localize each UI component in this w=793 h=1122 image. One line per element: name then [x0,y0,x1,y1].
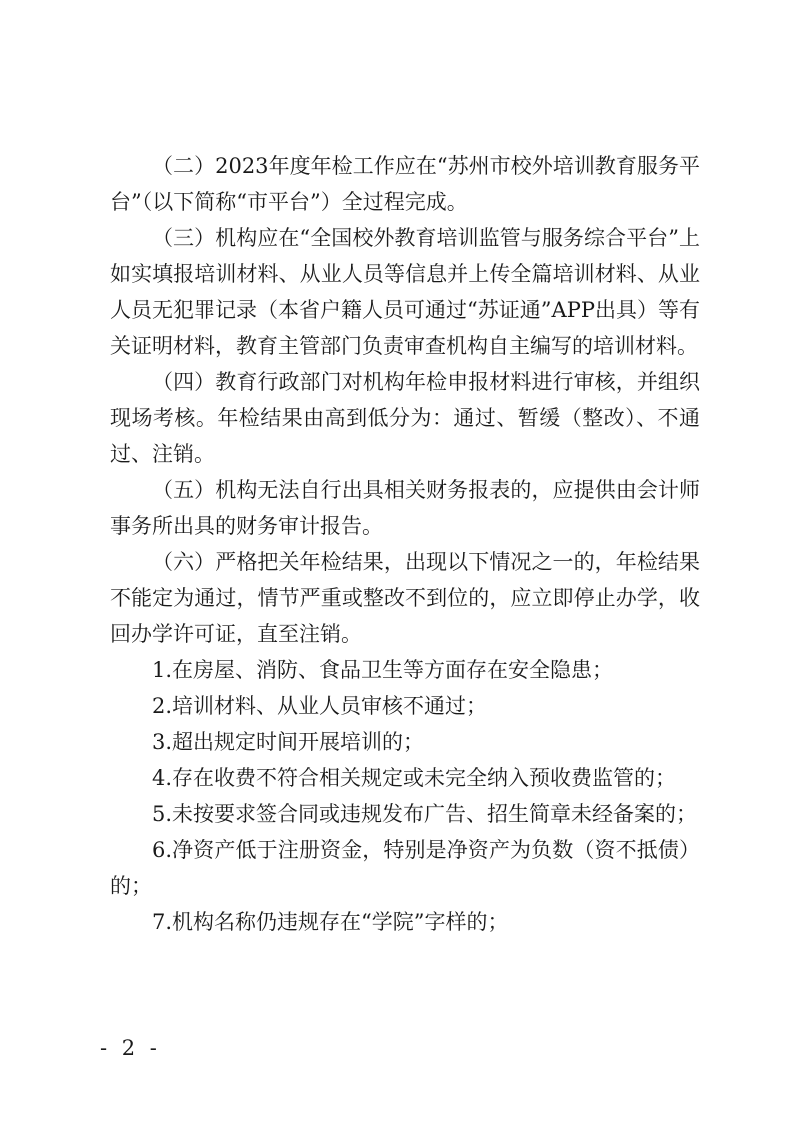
paragraph-6: （六）严格把关年检结果，出现以下情况之一的，年检结果不能定为通过，情节严重或整改不到位的，应立即停止办学，收回办学许可证，直至注销。 [110,550,700,646]
list-item-3: 3.超出规定时间开展培训的； [152,730,425,754]
document-body [110,148,700,940]
list-item-5: 5.未按要求签合同或违规发布广告、招生简章未经备案的； [152,802,698,826]
list-item-1: 1.在房屋、消防、食品卫生等方面存在安全隐患； [152,658,614,682]
page-number: - 2 - [100,1036,161,1060]
paragraph-2: （二）2023年度年检工作应在“苏州市校外培训教育服务平台”（以下简称“市平台”）全过程完成。 [110,154,700,214]
list-item-4: 4.存在收费不符合相关规定或未完全纳入预收费监管的； [152,766,677,790]
paragraph-5: （五）机构无法自行出具相关财务报表的，应提供由会计师事务所出具的财务审计报告。 [110,478,700,538]
paragraph-4: （四）教育行政部门对机构年检申报材料进行审核，并组织现场考核。年检结果由高到低分为：通过、暂缓（整改）、不通过、注销。 [110,370,700,466]
list-item-6: 6.净资产低于注册资金，特别是净资产为负数（资不抵债）的； [110,838,700,898]
list-item-7: 7.机构名称仍违规存在“学院”字样的； [152,910,509,934]
list-item-2: 2.培训材料、从业人员审核不通过； [152,694,488,718]
paragraph-3: （三）机构应在“全国校外教育培训监管与服务综合平台”上如实填报培训材料、从业人员等信息并上传全篇培训材料、从业人员无犯罪记录（本省户籍人员可通过“苏证通”APP出具）等有关证明材料，教育主管部门负责审查机构自主编写的培训材料。 [110,226,700,358]
